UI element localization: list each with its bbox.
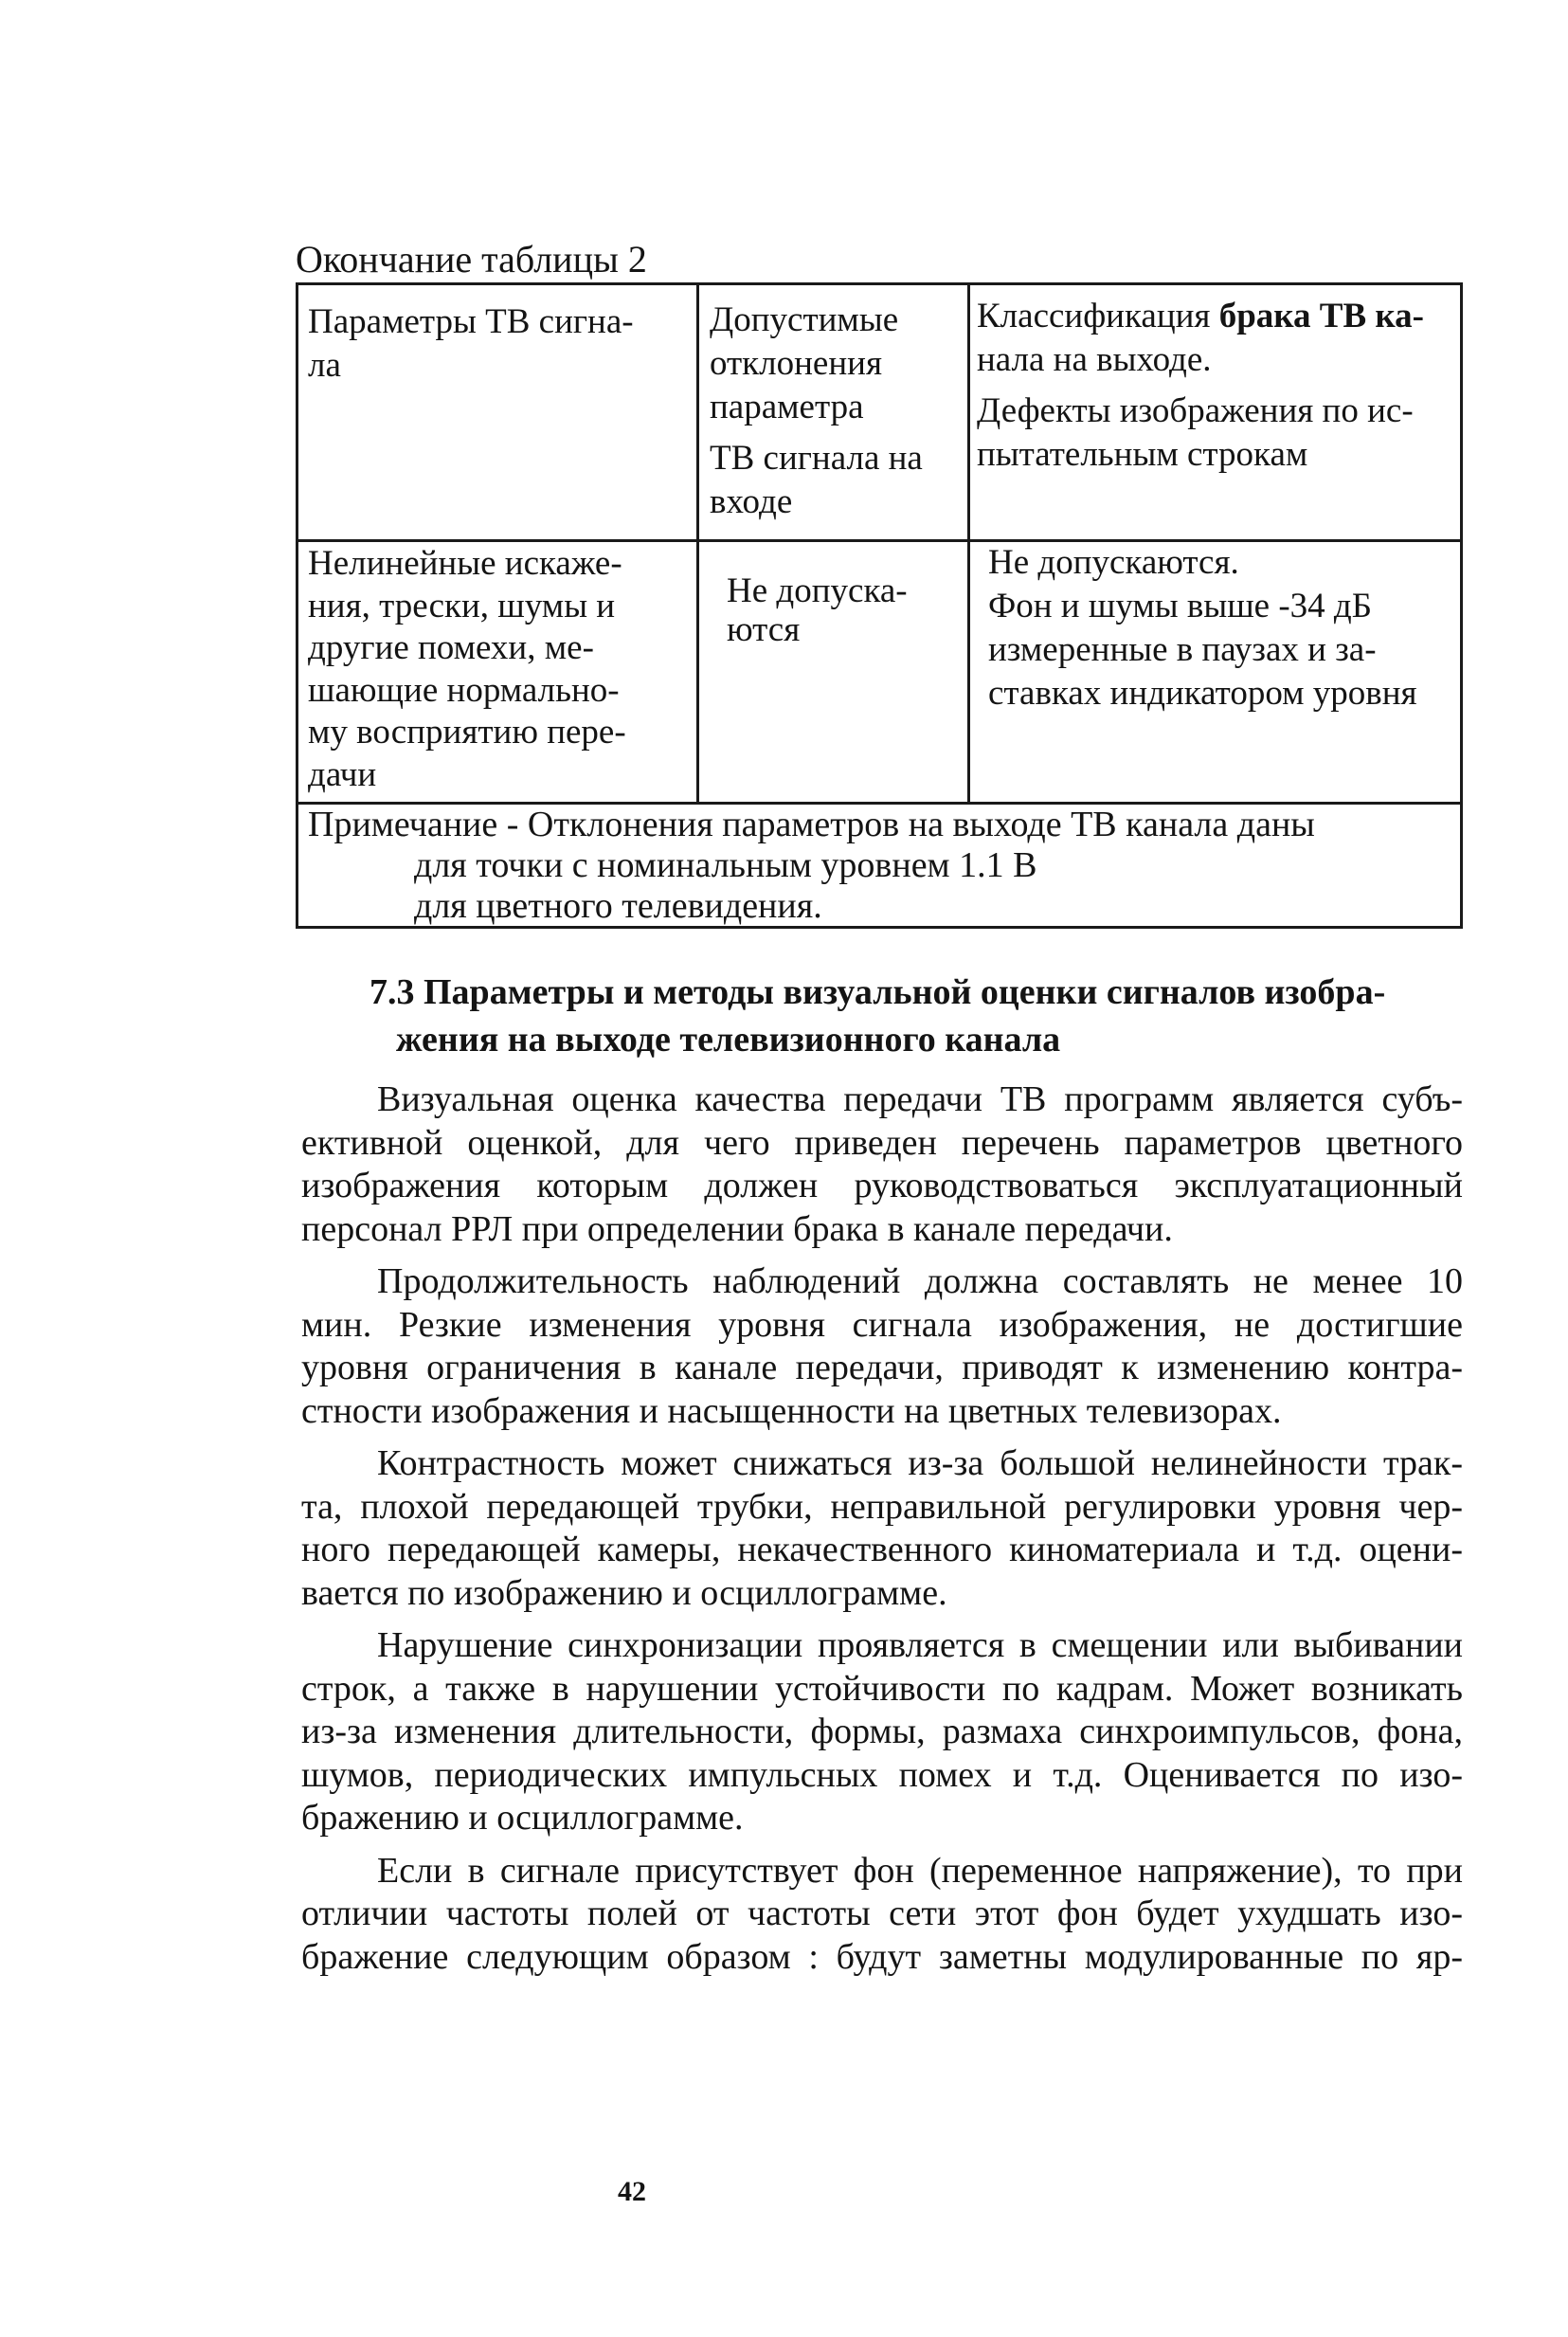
page-number: 42 (618, 2176, 646, 2207)
body-text (301, 1078, 1463, 1988)
table-caption: Окончание таблицы 2 (296, 238, 647, 281)
header-parameters: Параметры ТВ сигна- ла (308, 302, 634, 385)
section-heading: 7.3 Параметры и методы визуальной оценки сигналов изобра- жения на выходе телевизионного канала (369, 972, 1386, 1060)
row-not-allowed: Не допуска- ются (727, 571, 908, 649)
table-divider (967, 285, 970, 802)
row-nonlinear-distortions: Нелинейные искаже- ния, трески, шумы и другие помехи, ме- шающие нормально- му восприятию пере- дачи (308, 544, 626, 794)
header-classification: Классификация брака ТВ ка- нала на выходе. Дефекты изображения по ис- пытательным строкам (977, 297, 1424, 474)
row-classification: Не допускаются. Фон и шумы выше -34 дБ измеренные в паузах и за- ставках индикатором уровня (988, 543, 1417, 713)
paragraph: Нарушение синхронизации проявляется в смещении или выбивании строк, а также в нарушении устойчивости по кадрам. Может возникать из-за изменения длительности, формы, размаха синхроимпульсов, фона, шумов, периодических импульсных помех и т.д. Оценивается по изо- бражению и осциллограмме. (301, 1625, 1463, 1838)
table-note: Примечание - Отклонения параметров на выходе ТВ канала даны для точки с номинальным уровнем 1.1 В для цветного телевидения. (308, 805, 1315, 926)
paragraph: Контрастность может снижаться из-за большой нелинейности трак- та, плохой передающей трубки, неправильной регулировки уровня чер- ного передающей камеры, некачественного киноматериала и т.д. оцени- вается по изображению и осциллограмме. (301, 1443, 1463, 1613)
header-allowed-deviations: Допустимые отклонения параметра ТВ сигнала на входе (710, 300, 923, 521)
paragraph: Продолжительность наблюдений должна составлять не менее 10 мин. Резкие изменения уровня сигнала изображения, не достигшие уровня ограничения в канале передачи, приводят к изменению контра- стности изображения и насыщенности на цветных телевизорах. (301, 1261, 1463, 1431)
paragraph: Визуальная оценка качества передачи ТВ программ является субъ- ективной оценкой, для чего приведен перечень параметров цветного изображения которым должен руководствоваться эксплуатационный персонал РРЛ при определении брака в канале передачи. (301, 1079, 1463, 1249)
table-divider (696, 285, 699, 802)
parameters-table (296, 282, 1463, 929)
paragraph: Если в сигнале присутствует фон (переменное напряжение), то при отличии частоты полей от частоты сети этот фон будет ухудшать изо- бражение следующим образом : будут заметны модулированные по яр- (301, 1850, 1463, 1977)
